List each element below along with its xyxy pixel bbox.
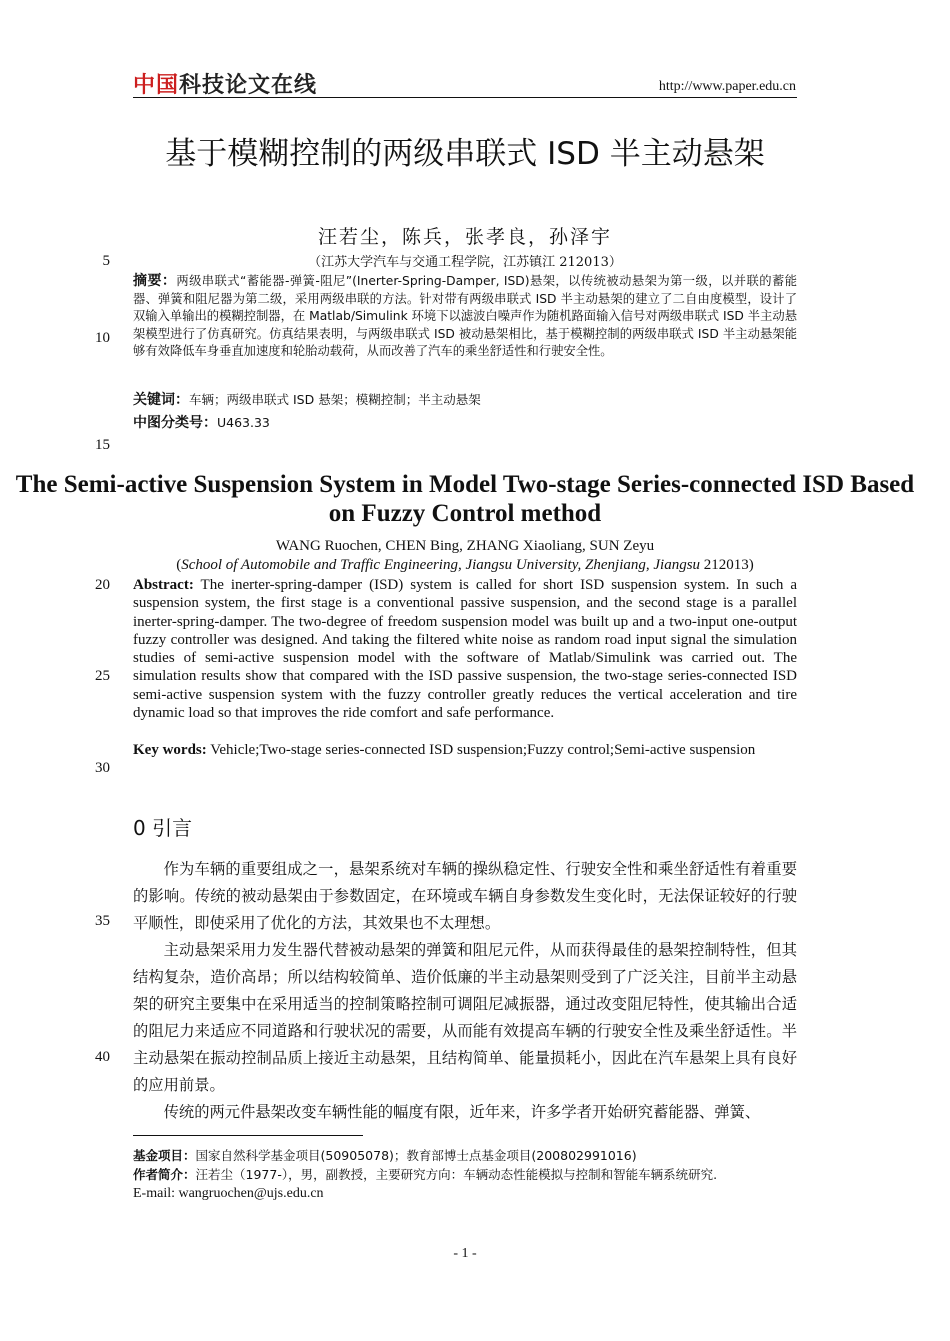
section-heading: 0 引言: [133, 816, 193, 840]
affiliation-en-institution: School of Automobile and Traffic Engineering, Jiangsu University, Zhenjiang, Jiangsu: [181, 557, 701, 573]
abstract-en: [133, 576, 797, 722]
abstract-en-text: The inerter-spring-damper (ISD) system is called for short ISD suspension system. In such a suspension system, the first stage is a conventional passive suspension, and the second stage is a parallel inerter-spring-damper. The two-degree of freedom suspension model was built up and a two-input one-output fuzzy controller was designed. And taking the filtered white noise as random road input signal the simulation studies of semi-active suspension model with the software of Matlab/Simulink was carried out. The simulation results show that compared with the ISD passive suspension, the two-stage series-connected ISD semi-active suspension system with the fuzzy controller greatly reduces the vertical acceleration and tire dynamic load so that improves the ride comfort and safe performance.: [133, 577, 797, 722]
site-logo: [133, 68, 317, 99]
affiliation-en: [0, 557, 930, 574]
authors-en: WANG Ruochen, CHEN Bing, ZHANG Xiaoliang, SUN Zeyu: [275, 538, 655, 554]
logo-red-text: 中国: [133, 73, 180, 98]
line-number: 5: [102, 253, 110, 269]
body-paragraph: 主动悬架采用力发生器代替被动悬架的弹簧和阻尼元件，从而获得最佳的悬架控制特性，但其结构复杂，造价高昂；所以结构较简单、造价低廉的半主动悬架则受到了广泛关注，目前半主动悬架的研究主要集中在采用适当的控制策略控制可调阻尼减振器，通过改变阻尼特性，使其输出合适的阻尼力来适应不同道路和行驶状况的需要，从而能有效提高车辆的行驶安全性及乘坐舒适性。半主动悬架在振动控制品质上接近主动悬架，且结构简单、能量损耗小，因此在汽车悬架上具有良好的应用前景。: [133, 941, 797, 1094]
line-number: 30: [95, 760, 110, 776]
affiliation-en-open: (: [176, 557, 182, 573]
header-divider: [133, 97, 797, 98]
line-number: 40: [95, 1049, 110, 1065]
keywords-cn-label: 关键词：: [133, 392, 189, 408]
keywords-en-label: Key words:: [133, 742, 207, 758]
classification-label: 中图分类号：: [133, 415, 217, 431]
abstract-cn-text: 两级串联式“蓄能器-弹簧-阻尼”(Inerter-Spring-Damper, ISD)悬架，以传统被动悬架为第一级，以并联的蓄能器、弹簧和阻尼器为第二级，采用两级串联的方法。针对带有两级串联式 ISD 半主动悬架的建立了二自由度模型，设计了双输入单输出的模糊控制器，在 Matlab/Simulink 环境下以滤波白噪声作为随机路面输入信号对两级串联式 ISD 半主动悬架模型进行了仿真研究。仿真结果表明，与两级串联式 ISD 被动悬架相比，基于模糊控制的两级串联式 ISD 半主动悬架能够有效降低车身垂直加速度和轮胎动载荷，从而改善了汽车的乘坐舒适性和行驶安全性。: [133, 274, 797, 358]
body-text: [133, 856, 797, 1126]
footnote-fund-text: 国家自然科学基金项目(50905078)；教育部博士点基金项目(200802991016): [195, 1148, 637, 1163]
classification: [133, 412, 797, 432]
page-number: - 1 -: [453, 1246, 477, 1261]
line-number: 35: [95, 913, 110, 929]
body-paragraph: 作为车辆的重要组成之一，悬架系统对车辆的操纵稳定性、行驶安全性和乘坐舒适性有着重要的影响。传统的被动悬架由于参数固定，在环境或车辆自身参数发生变化时，无法保证较好的行驶平顺性，即使采用了优化的方法，其效果也不太理想。: [133, 860, 797, 932]
keywords-cn: [133, 389, 797, 409]
affiliation-cn: （江苏大学汽车与交通工程学院，江苏镇江 212013）: [308, 255, 622, 270]
abstract-cn-label: 摘要：: [133, 273, 177, 289]
keywords-cn-text: 车辆；两级串联式 ISD 悬架；模糊控制；半主动悬架: [189, 392, 481, 407]
affiliation-en-close: 212013): [700, 557, 754, 573]
title-cn: 基于模糊控制的两级串联式 ISD 半主动悬架: [165, 136, 765, 172]
line-number: 20: [95, 577, 110, 593]
abstract-en-label: Abstract:: [133, 577, 194, 593]
authors-cn: 汪若尘，陈兵，张孝良，孙泽宇: [317, 226, 612, 248]
logo-dark-text: 科技论文在线: [179, 73, 318, 98]
footnote-fund-label: 基金项目：: [133, 1148, 196, 1163]
footnote-author: [133, 1166, 797, 1184]
footnote-divider: [133, 1135, 363, 1136]
classification-text: U463.33: [217, 415, 270, 430]
abstract-cn: [133, 273, 797, 361]
line-number: 10: [95, 330, 110, 346]
footnote-author-label: 作者简介：: [133, 1167, 196, 1182]
footnote-email[interactable]: E-mail: wangruochen@ujs.edu.cn: [133, 1186, 324, 1201]
site-url[interactable]: http://www.paper.edu.cn: [658, 79, 796, 94]
footnote-author-text: 汪若尘（1977-），男，副教授，主要研究方向：车辆动态性能模拟与控制和智能车辆系统研究.: [195, 1167, 718, 1182]
title-en: The Semi-active Suspension System in Model Two-stage Series-connected ISD Based on Fuzzy Control method: [15, 471, 915, 527]
line-number: 25: [95, 668, 110, 684]
footnote-fund: [133, 1147, 797, 1165]
line-number: 15: [95, 437, 110, 453]
keywords-en: [133, 741, 797, 759]
body-paragraph: 传统的两元件悬架改变车辆性能的幅度有限，近年来，许多学者开始研究蓄能器、弹簧、: [163, 1103, 761, 1121]
keywords-en-text: Vehicle;Two-stage series-connected ISD suspension;Fuzzy control;Semi-active suspension: [206, 742, 756, 758]
